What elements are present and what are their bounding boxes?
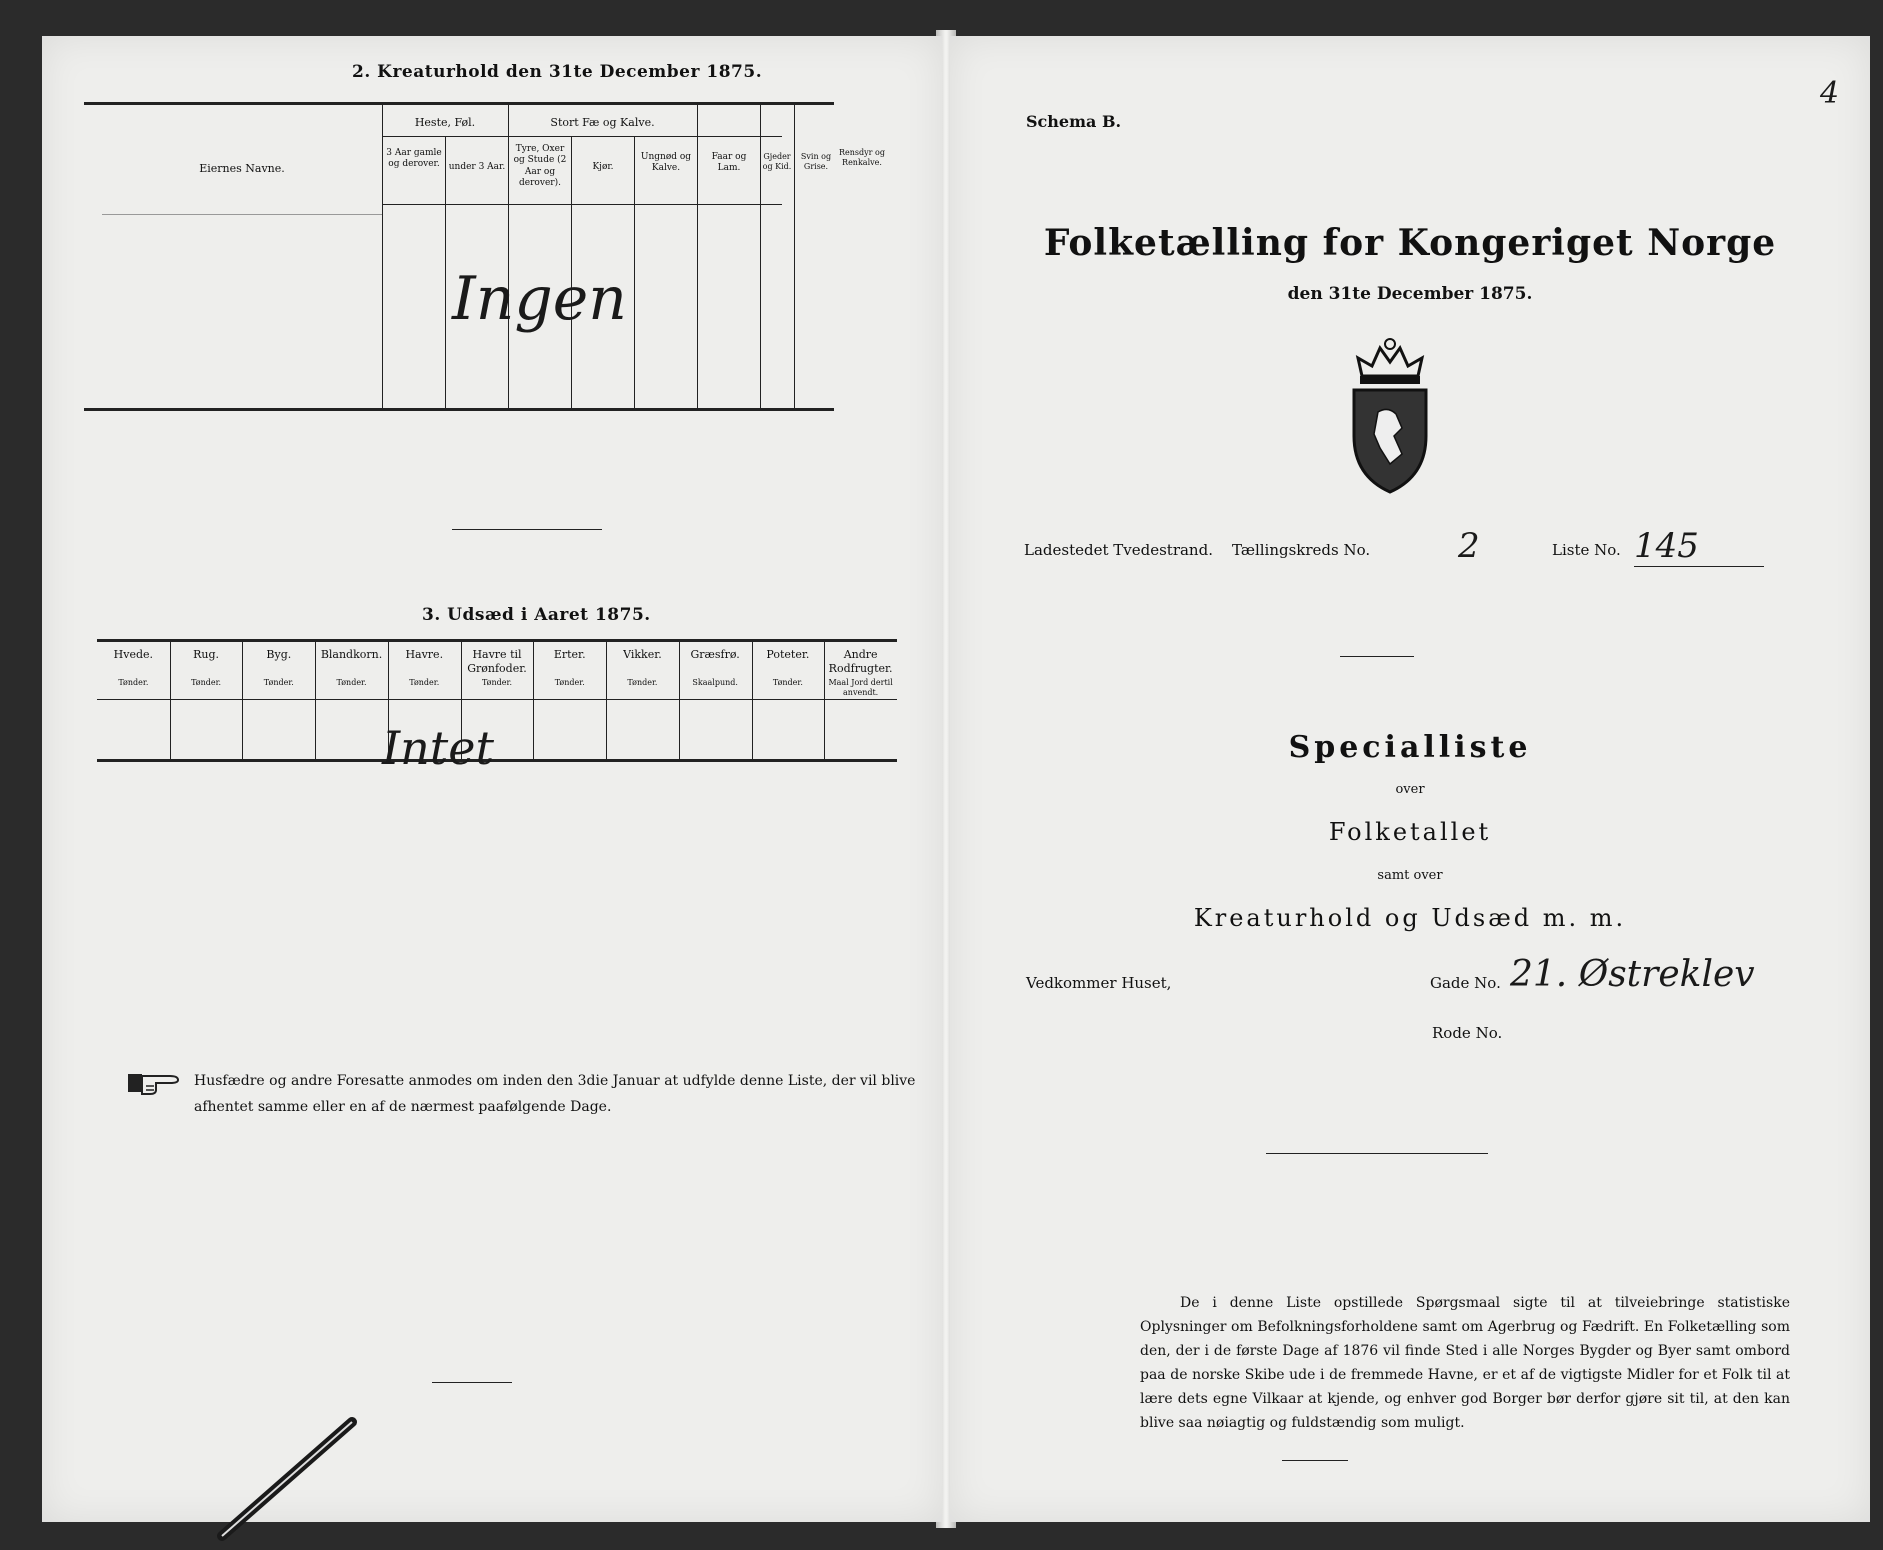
instructions-notice: Husfædre og andre Foresatte anmodes om inden den 3die Januar at udfylde denne Liste, der vil blive afhentet samme eller en af de nærmest paafølgende Dage.	[194, 1073, 916, 1115]
divider-rule-1	[1340, 656, 1414, 657]
fountain-pen-icon	[182, 1416, 362, 1550]
place-label: Ladestedet Tvedestrand.	[1024, 541, 1213, 559]
folketallet-label: Folketallet	[1328, 818, 1492, 846]
seed-col-unit: Tønder.	[409, 678, 440, 687]
seed-col-header: Poteter.	[766, 648, 810, 661]
col-rensdyr: Rensdyr og Renkalve.	[839, 148, 885, 167]
over-label: over	[1395, 782, 1425, 797]
col-3-aar: 3 Aar gamle og derover.	[386, 148, 442, 170]
seed-col-unit: Tønder.	[772, 678, 803, 687]
col-faar: Faar og Lam.	[711, 152, 747, 174]
seed-col-header: Byg.	[266, 648, 292, 661]
seed-col-header: Vikker.	[623, 648, 662, 661]
col-svin: Svin og Grise.	[800, 152, 832, 171]
seed-col-unit: Tønder.	[263, 678, 294, 687]
seed-col-header: Andre Rodfrugter.	[828, 648, 893, 675]
kreds-label: Tællingskreds No.	[1232, 541, 1371, 559]
seed-col-header: Erter.	[553, 648, 586, 661]
section2-title: 2. Kreaturhold den 31te December 1875.	[352, 62, 763, 82]
seed-col-unit: Tønder.	[554, 678, 585, 687]
seed-col-unit: Maal Jord dertil anvendt.	[828, 678, 893, 697]
samt-over-label: samt over	[1377, 868, 1443, 883]
liste-value: 145	[1634, 526, 1699, 566]
seed-col-unit: Tønder.	[118, 678, 149, 687]
section3-title: 3. Udsæd i Aaret 1875.	[422, 605, 651, 625]
rode-label: Rode No.	[1432, 1024, 1503, 1042]
stort-fae-group-header: Stort Fæ og Kalve.	[550, 116, 655, 129]
norway-coat-of-arms	[1340, 336, 1440, 500]
divider-rule	[452, 529, 602, 530]
handwritten-intet: Intet	[382, 721, 494, 775]
col-gjeder: Gjeder og Kid.	[762, 152, 792, 171]
right-page	[950, 36, 1870, 1522]
handwritten-ingen: Ingen	[452, 264, 627, 334]
liste-label: Liste No.	[1552, 541, 1621, 559]
corner-mark: 4	[1820, 76, 1840, 111]
seed-col-header: Havre til Grønfoder.	[467, 648, 527, 675]
bottom-rule	[432, 1382, 512, 1383]
seed-col-header: Hvede.	[113, 648, 154, 661]
gade-value: 21. Østreklev	[1510, 954, 1755, 995]
specialliste-title: Specialliste	[1288, 730, 1532, 765]
heste-group-header: Heste, Føl.	[414, 116, 476, 129]
col-ungnod: Ungnød og Kalve.	[640, 152, 692, 174]
schema-label: Schema B.	[1026, 112, 1122, 131]
col-under-3-aar: under 3 Aar.	[448, 162, 506, 172]
seed-col-header: Græsfrø.	[690, 648, 740, 661]
seed-col-unit: Tønder.	[481, 678, 512, 687]
explanation-paragraph: De i denne Liste opstillede Spørgsmaal sigte til at tilveiebringe statistiske Oplysninger om Befolkningsforholdene samt om Agerbrug og Fædrift. En Folketælling som den, der i de første Dage af 1876 vil finde Sted i alle Norges Bygder og Byer samt ombord paa de norske Skibe ude i de fremmede Havne, er et af de vigtigste Midler for et Folk til at lære dets egne Vilkaar at kjende, og enhver god Borger bør derfor gjøre sit til, at den kan blive saa nøiagtig og fuldstændig som muligt.	[1140, 1295, 1790, 1431]
main-title: Folketælling for Kongeriget Norge	[1043, 222, 1777, 264]
seed-col-unit: Tønder.	[627, 678, 658, 687]
seed-col-unit: Tønder.	[191, 678, 222, 687]
vedkommer-label: Vedkommer Huset,	[1026, 974, 1172, 992]
seed-col-header: Rug.	[193, 648, 220, 661]
date-line: den 31te December 1875.	[1287, 284, 1533, 304]
col-kjor: Kjør.	[592, 162, 614, 172]
seed-col-header: Havre.	[405, 648, 444, 661]
kreaturhold-label: Kreaturhold og Udsæd m. m.	[1193, 904, 1627, 932]
seed-col-header: Blandkorn.	[320, 648, 383, 661]
col-tyre: Tyre, Oxer og Stude (2 Aar og derover).	[513, 144, 567, 188]
seed-col-unit: Tønder.	[336, 678, 367, 687]
pointing-hand-icon	[126, 1070, 182, 1100]
gade-label: Gade No.	[1430, 974, 1501, 992]
owner-names-header: Eiernes Navne.	[199, 162, 285, 175]
bottom-rule	[1282, 1460, 1348, 1461]
left-page	[42, 36, 942, 1522]
seed-col-unit: Skaalpund.	[692, 678, 738, 687]
divider-rule-2	[1266, 1153, 1488, 1154]
kreds-value: 2	[1458, 526, 1480, 566]
